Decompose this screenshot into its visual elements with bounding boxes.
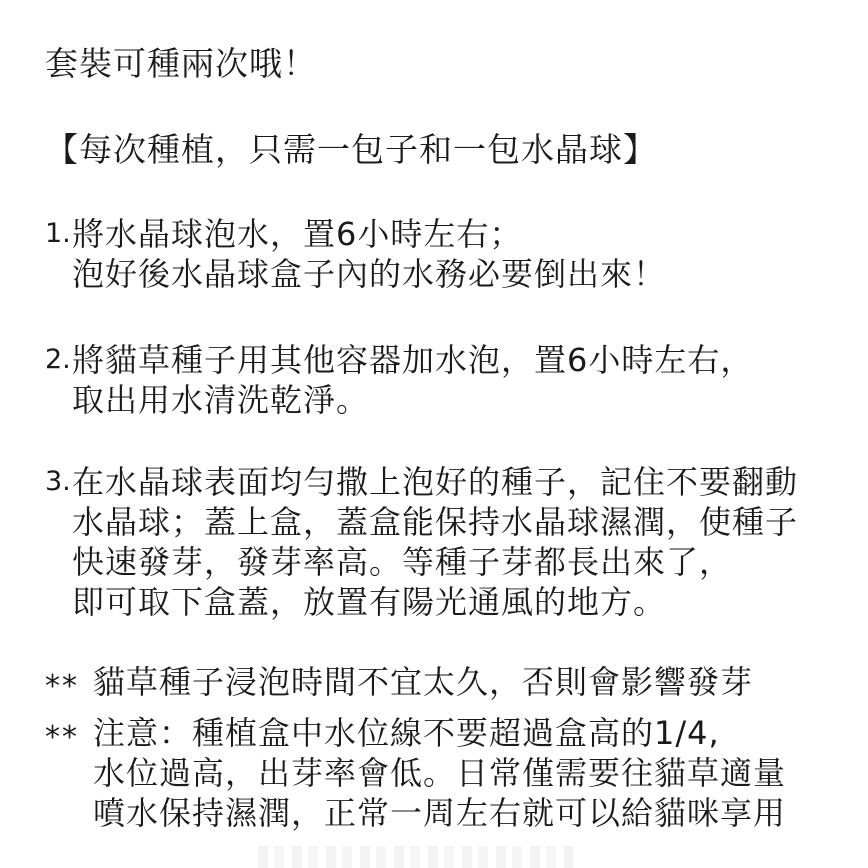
note-1	[45, 662, 854, 707]
step-2-line-1: 將貓草種子用其他容器加水泡，置6小時左右，	[72, 341, 754, 379]
subtitle: 【每次種植，只需一包子和一包水晶球】	[45, 130, 657, 169]
step-3-line-2: 水晶球；蓋上盒，蓋盒能保持水晶球濕潤，使種子	[72, 503, 799, 541]
step-3-number: 3.	[45, 466, 71, 497]
step-2-content	[72, 340, 854, 420]
step-1-content	[72, 214, 854, 294]
notes-section	[45, 662, 854, 833]
step-3-line-1: 在水晶球表面均勻撒上泡好的種子，記住不要翻動	[72, 463, 799, 501]
note-2	[45, 713, 854, 833]
step-2-number: 2.	[45, 344, 71, 375]
note-2-line-3: 噴水保持濕潤，正常一周左右就可以給貓咪享用	[93, 794, 787, 832]
step-2	[45, 340, 854, 420]
step-2-line-2: 取出用水清洗乾淨。	[72, 381, 370, 419]
step-3-line-3: 快速發芽，發芽率高。等種子芽都長出來了，	[72, 543, 733, 581]
step-1	[45, 214, 854, 294]
note-1-asterisks: **	[45, 669, 79, 704]
note-1-content	[93, 662, 854, 702]
step-1-line-1: 將水晶球泡水，置6小時左右；	[72, 215, 523, 253]
page-title: 套裝可種兩次哦！	[45, 44, 317, 83]
note-2-content	[93, 713, 854, 833]
faint-cutoff-text-line	[258, 846, 573, 868]
step-3	[45, 462, 854, 622]
note-2-asterisks: **	[45, 720, 79, 755]
step-3-content	[72, 462, 854, 622]
note-2-line-2: 水位過高，出芽率會低。日常僅需要往貓草適量	[93, 754, 787, 792]
step-3-line-4: 即可取下盒蓋，放置有陽光通風的地方。	[72, 583, 667, 621]
step-1-number: 1.	[45, 218, 71, 249]
note-1-line-1: 貓草種子浸泡時間不宜太久，否則會影響發芽	[93, 663, 754, 701]
note-2-line-1: 注意：種植盒中水位線不要超過盒高的1/4,	[93, 714, 720, 752]
step-1-line-2: 泡好後水晶球盒子內的水務必要倒出來！	[72, 255, 667, 293]
